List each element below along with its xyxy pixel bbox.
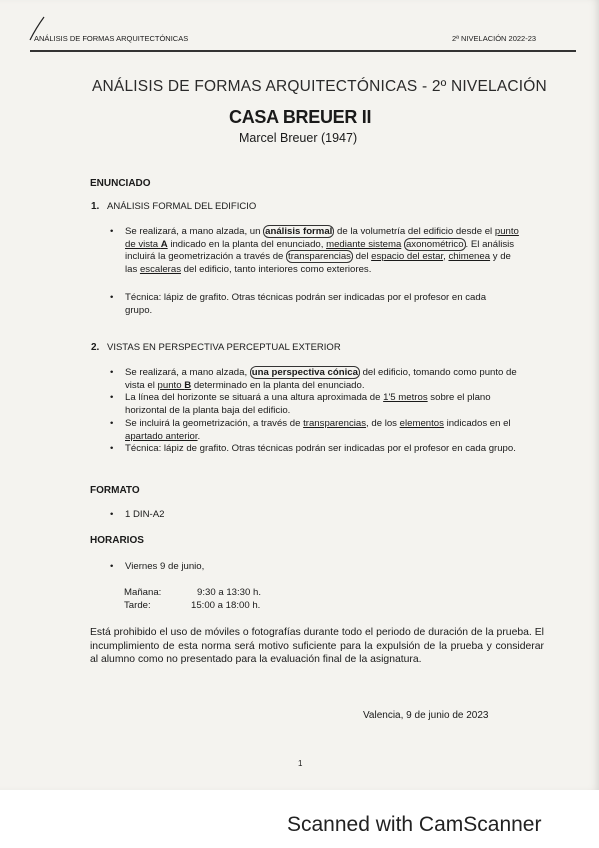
bullet-dot: • bbox=[110, 226, 114, 237]
date-signature: Valencia, 9 de junio de 2023 bbox=[363, 710, 489, 721]
house-name: CASA BREUER II bbox=[229, 107, 372, 127]
s1-bullet-2: Técnica: lápiz de grafito. Otras técnicas podrán ser indicadas por el profesor en cada grupo. bbox=[125, 292, 487, 316]
schedule-time-afternoon: 15:00 a 18:00 h. bbox=[191, 600, 261, 611]
section-1-heading bbox=[91, 201, 256, 212]
bullet-dot: • bbox=[110, 392, 114, 403]
s1-bullet-1: Se realizará, a mano alzada, un análisis formal de la volumetría del edificio desde el punto de vista A indicado en la planta del enunciado, mediante sistema axonométrico . El análisis incluirá la geometrización a través de transparencias del espacio del estar, chimenea y de las escaleras del edificio, tanto interiores como exteriores. bbox=[125, 226, 519, 275]
header-left: ANÁLISIS DE FORMAS ARQUITECTÓNICAS bbox=[34, 34, 189, 43]
horarios-day: Viernes 9 de junio, bbox=[125, 561, 205, 572]
section-1-number: 1. bbox=[91, 201, 100, 212]
header-right: 2ª NIVELACIÓN 2022-23 bbox=[452, 34, 537, 43]
page-number: 1 bbox=[298, 759, 303, 768]
bullet-dot: • bbox=[110, 367, 114, 378]
architect-name: Marcel Breuer (1947) bbox=[239, 131, 358, 145]
heading-formato: FORMATO bbox=[90, 485, 140, 496]
camscanner-watermark: Scanned with CamScanner bbox=[287, 813, 542, 836]
keyword-transparencias: transparencias bbox=[288, 251, 351, 263]
schedule-time-morning: 9:30 a 13:30 h. bbox=[197, 587, 262, 598]
heading-horarios: HORARIOS bbox=[90, 535, 144, 546]
section-2-number: 2. bbox=[91, 342, 100, 353]
bullet-dot: • bbox=[110, 561, 114, 572]
document-title: ANÁLISIS DE FORMAS ARQUITECTÓNICAS - 2º NIVELACIÓN bbox=[92, 78, 547, 95]
heading-enunciado: ENUNCIADO bbox=[90, 178, 151, 189]
header-rule bbox=[30, 50, 576, 52]
bullet-dot: • bbox=[110, 443, 114, 454]
section-1-title: ANÁLISIS FORMAL DEL EDIFICIO bbox=[107, 201, 257, 212]
schedule-label-morning: Mañana: bbox=[124, 587, 162, 598]
section-2-title: VISTAS EN PERSPECTIVA PERCEPTUAL EXTERIOR bbox=[107, 342, 341, 353]
schedule-label-afternoon: Tarde: bbox=[124, 600, 151, 611]
exam-rules-paragraph: Está prohibido el uso de móviles o fotografías durante todo el periodo de duración de la prueba. El incumplimiento de esta norma será motivo suficiente para la expulsión de la prueba y considerar al alumno como no presentado para la evaluación final de la asignatura. bbox=[90, 627, 544, 665]
bullet-dot: • bbox=[110, 292, 114, 303]
keyword-axonometrico: axonométrico bbox=[405, 238, 464, 250]
s2-bullet-4: Técnica: lápiz de grafito. Otras técnicas podrán ser indicadas por el profesor en cada grupo. bbox=[125, 443, 516, 454]
keyword-analisis-formal: análisis formal bbox=[265, 226, 333, 237]
s2-bullet-3: Se incluirá la geometrización, a través de transparencias, de los elementos indicados en el apartado anterior. bbox=[125, 418, 511, 442]
section-2-heading bbox=[91, 342, 341, 353]
s2-bullet-2: La línea del horizonte se situará a una altura aproximada de 1'5 metros sobre el plano horizontal de la planta baja del edificio. bbox=[125, 392, 491, 416]
bullet-dot: • bbox=[110, 418, 114, 429]
formato-item: 1 DIN-A2 bbox=[125, 509, 165, 520]
s2-bullet-1: Se realizará, a mano alzada, una perspectiva cónica del edificio, tomando como punto de vista el punto B determinado en la planta del enunciado. bbox=[125, 367, 517, 391]
bullet-dot: • bbox=[110, 509, 114, 520]
keyword-perspectiva-conica: una perspectiva cónica bbox=[251, 367, 358, 378]
